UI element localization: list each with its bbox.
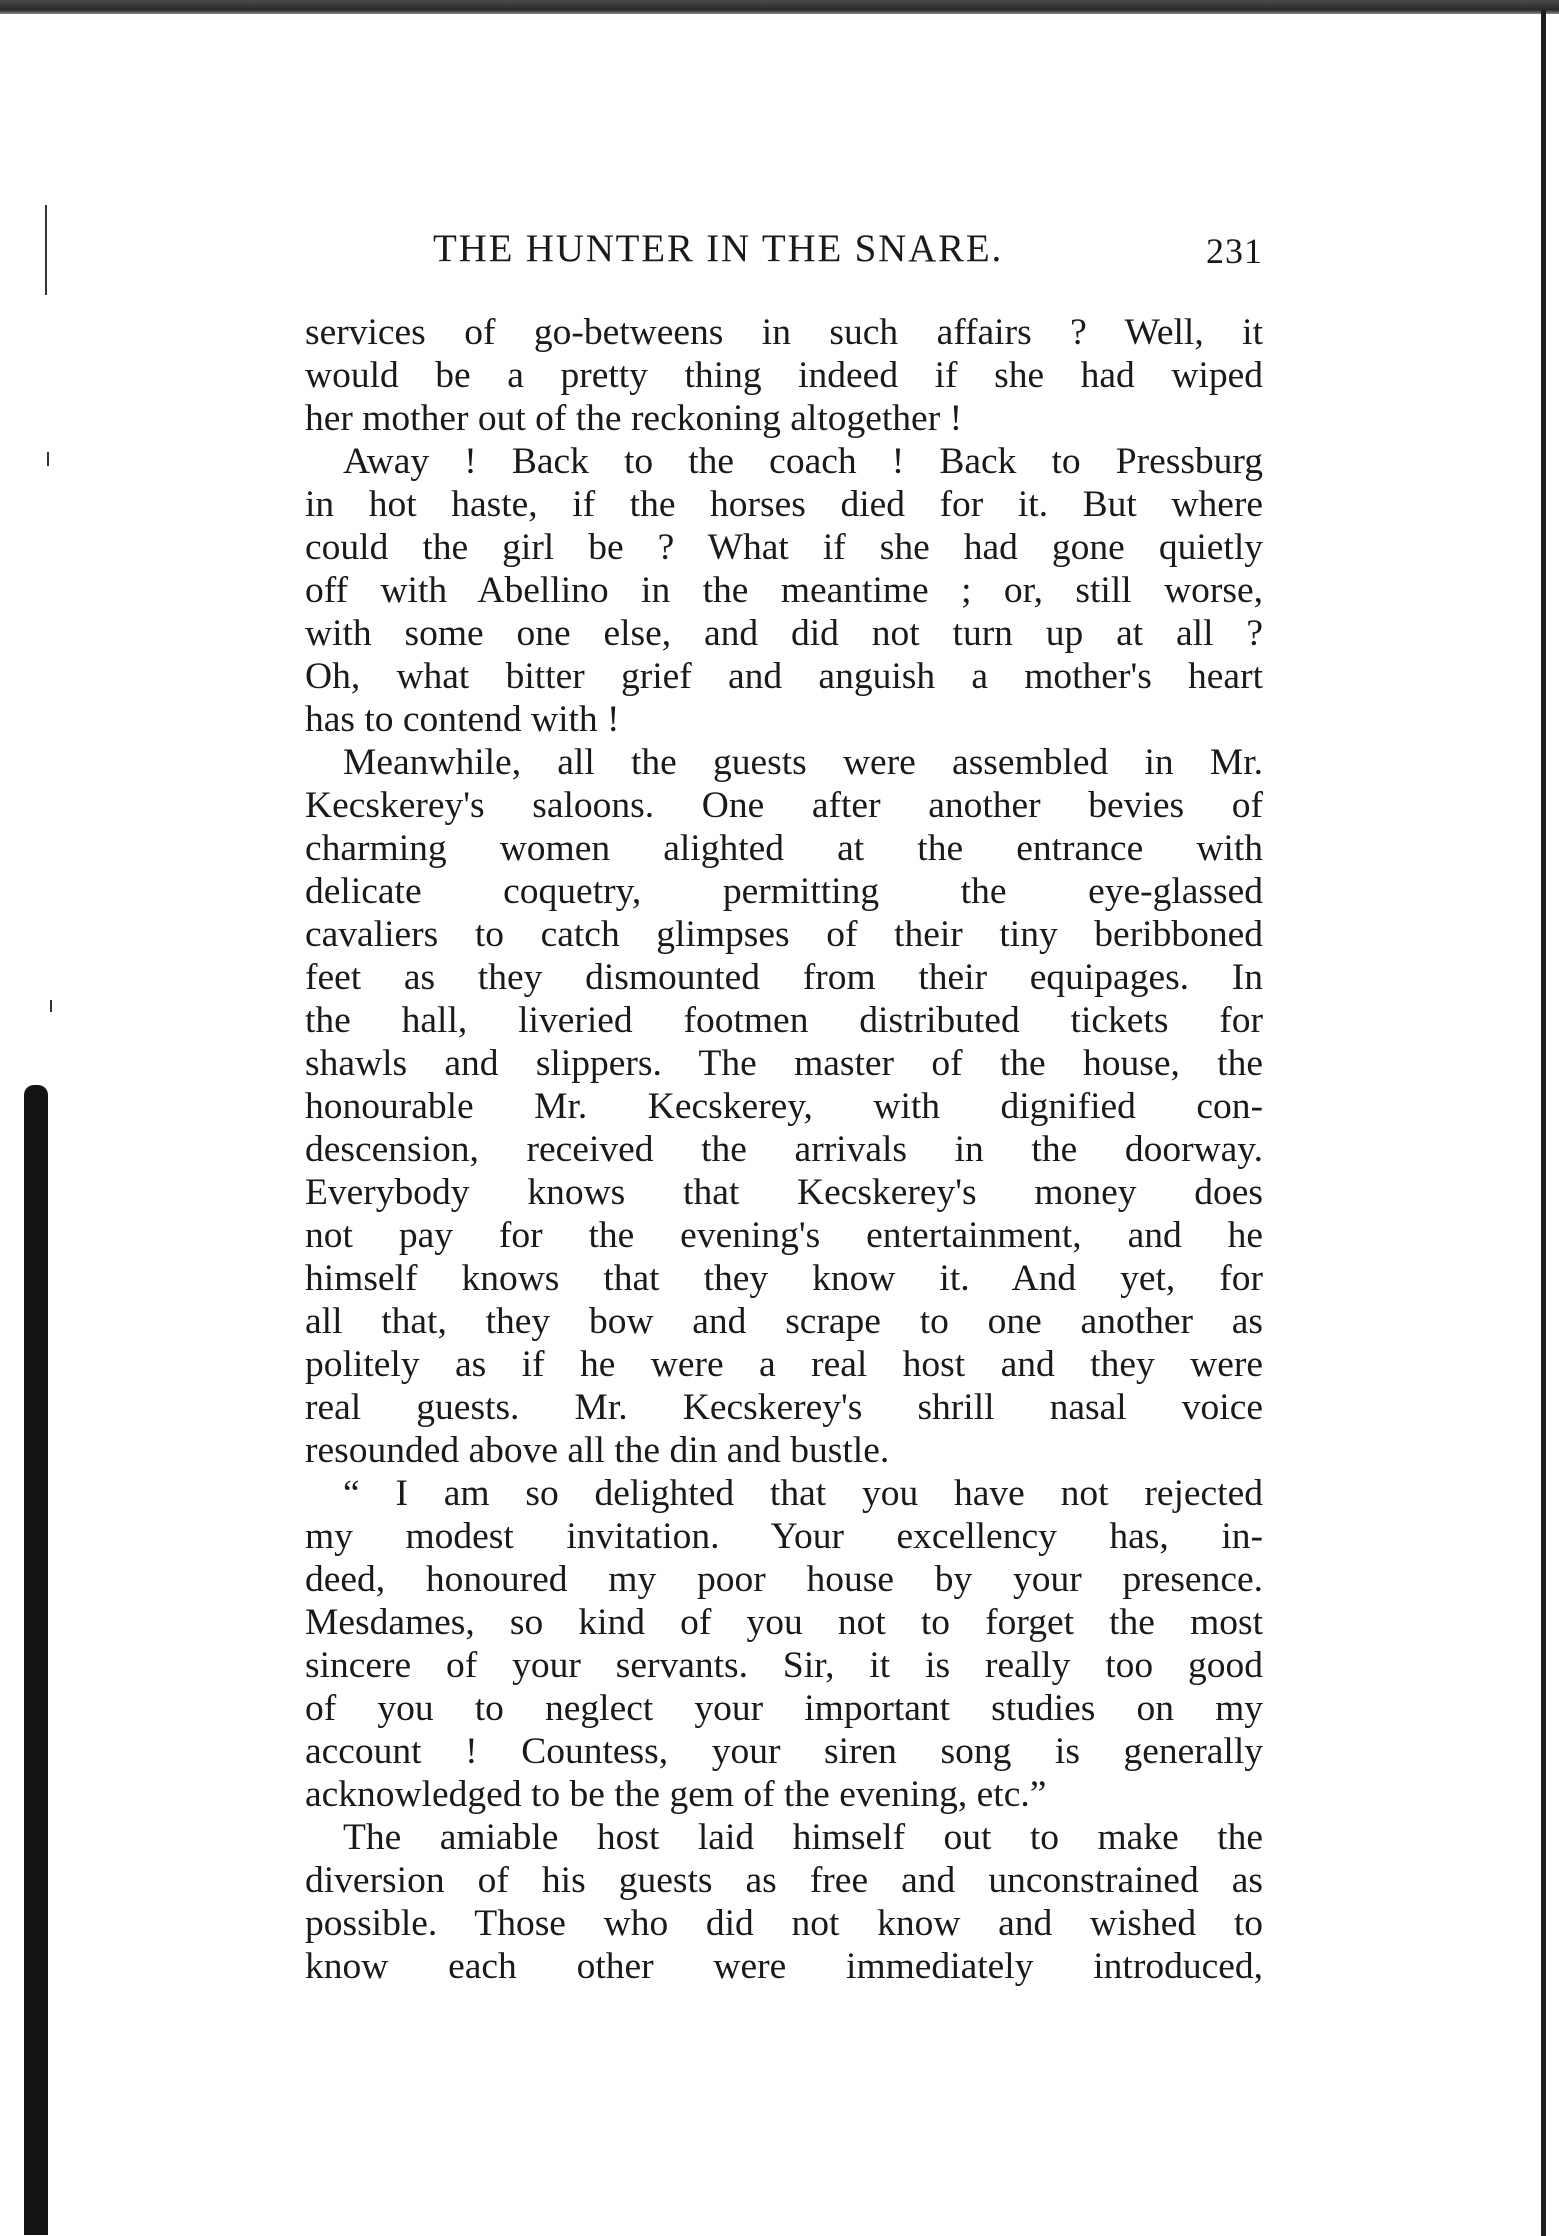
text-line: Mesdames, so kind of you not to forget the most <box>305 1602 1263 1643</box>
text-line: deed, honoured my poor house by your presence. <box>305 1559 1263 1600</box>
text-line: possible. Those who did not know and wished to <box>305 1903 1263 1944</box>
text-line: Oh, what bitter grief and anguish a mother's heart <box>305 656 1263 697</box>
scan-margin-mark <box>45 205 47 295</box>
running-title: THE HUNTER IN THE SNARE. <box>433 227 1004 270</box>
page-number: 231 <box>1206 231 1263 271</box>
text-line: diversion of his guests as free and unconstrained as <box>305 1860 1263 1901</box>
text-line: my modest invitation. Your excellency has, in- <box>305 1516 1263 1557</box>
text-line: of you to neglect your important studies on my <box>305 1688 1263 1729</box>
text-line: cavaliers to catch glimpses of their tiny beribboned <box>305 914 1263 955</box>
page-header <box>433 226 1263 276</box>
text-line: acknowledged to be the gem of the evening, etc.” <box>305 1774 1047 1815</box>
text-line: Kecskerey's saloons. One after another bevies of <box>305 785 1263 826</box>
text-line: has to contend with ! <box>305 699 620 740</box>
text-line: himself knows that they know it. And yet, for <box>305 1258 1263 1299</box>
text-line: The amiable host laid himself out to make the <box>343 1817 1263 1858</box>
text-line: services of go-betweens in such affairs ? Well, it <box>305 312 1263 353</box>
text-line: real guests. Mr. Kecskerey's shrill nasal voice <box>305 1387 1263 1428</box>
text-line: charming women alighted at the entrance with <box>305 828 1263 869</box>
scan-margin-mark <box>50 1000 52 1012</box>
text-line: would be a pretty thing indeed if she had wiped <box>305 355 1263 396</box>
text-line: “ I am so delighted that you have not rejected <box>343 1473 1263 1514</box>
text-line: with some one else, and did not turn up at all ? <box>305 613 1263 654</box>
text-line: Meanwhile, all the guests were assembled in Mr. <box>343 742 1263 783</box>
text-line: in hot haste, if the horses died for it. But where <box>305 484 1263 525</box>
text-line: account ! Countess, your siren song is generally <box>305 1731 1263 1772</box>
text-line: shawls and slippers. The master of the house, the <box>305 1043 1263 1084</box>
text-line: feet as they dismounted from their equipages. In <box>305 957 1263 998</box>
body-text <box>305 311 1263 1988</box>
scan-binding-shadow <box>24 1085 48 2235</box>
text-line: descension, received the arrivals in the doorway. <box>305 1129 1263 1170</box>
text-line: politely as if he were a real host and they were <box>305 1344 1263 1385</box>
text-line: resounded above all the din and bustle. <box>305 1430 890 1471</box>
text-line: the hall, liveried footmen distributed tickets for <box>305 1000 1263 1041</box>
text-line: not pay for the evening's entertainment, and he <box>305 1215 1263 1256</box>
text-line: her mother out of the reckoning altogether ! <box>305 398 963 439</box>
text-line: Away ! Back to the coach ! Back to Pressburg <box>343 441 1263 482</box>
text-line: all that, they bow and scrape to one another as <box>305 1301 1263 1342</box>
scan-top-edge <box>0 0 1559 14</box>
scan-margin-mark <box>47 452 49 466</box>
text-line: off with Abellino in the meantime ; or, still worse, <box>305 570 1263 611</box>
text-line: know each other were immediately introduced, <box>305 1946 1263 1987</box>
text-line: sincere of your servants. Sir, it is really too good <box>305 1645 1263 1686</box>
scan-right-edge <box>1541 10 1546 2236</box>
text-line: delicate coquetry, permitting the eye-glassed <box>305 871 1263 912</box>
text-line: Everybody knows that Kecskerey's money does <box>305 1172 1263 1213</box>
text-line: honourable Mr. Kecskerey, with dignified con- <box>305 1086 1263 1127</box>
text-line: could the girl be ? What if she had gone quietly <box>305 527 1263 568</box>
